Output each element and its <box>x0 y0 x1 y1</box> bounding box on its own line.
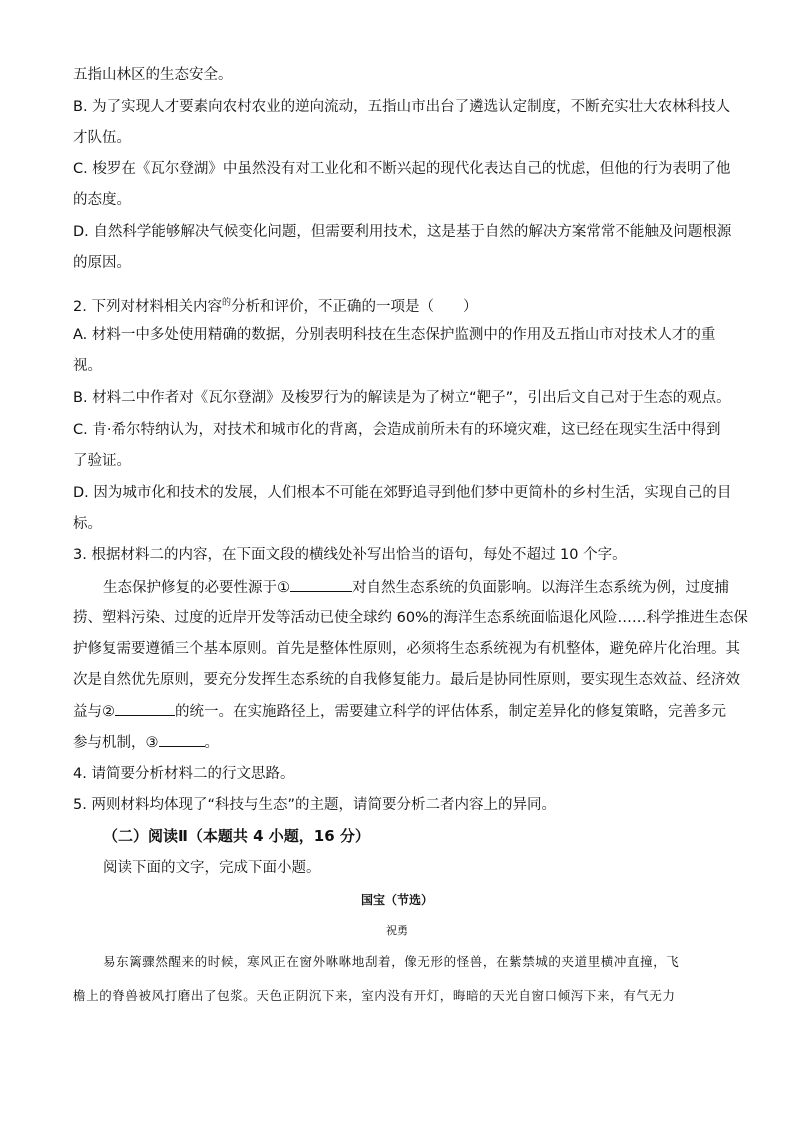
q2-stem-part1: 2. 下列对材料相关内容 <box>73 298 222 315</box>
story-line1: 易东篱骤然醒来的时候，寒风正在窗外咻咻地刮着，像无形的怪兽，在紫禁城的夹道里横冲直撞，飞 <box>103 954 680 969</box>
q3-para-line6: 参与机制，③ 。 <box>73 732 219 753</box>
q1-option-b: B. 为了实现人才要素向农村农业的逆向流动，五指山市出台了遴选认定制度，不断充实壮大农林科技人 <box>73 99 731 115</box>
q3-para-line3: 护修复需要遵循三个基本原则。首先是整体性原则，必须将生态系统视为有机整体，避免碎片化治理。其 <box>73 641 740 657</box>
reading-instruction: 阅读下面的文字，完成下面小题。 <box>103 860 321 876</box>
q1-option-d: D. 自然科学能够解决气候变化问题，但需要利用技术，这是基于自然的解决方案常常不能触及问题根源 <box>73 224 732 240</box>
q3-para-line5: 益与② 的统一。在实施路径上，需要建立科学的评估体系，制定差异化的修复策略，完善多元 <box>73 701 726 722</box>
q2-stem <box>73 293 477 317</box>
q2-option-a-cont: 视。 <box>73 358 102 374</box>
q2-option-c-cont: 了验证。 <box>73 453 131 469</box>
q1-option-c: C. 梭罗在《瓦尔登湖》中虽然没有对工业化和不断兴起的现代化表达自己的忧虑，但他的行为表明了他 <box>73 161 731 177</box>
story-line2: 檐上的脊兽被风打磨出了包浆。天色正阴沉下来，室内没有开灯，晦暗的天光自窗口倾泻下来，有气无力 <box>73 988 676 1003</box>
q1-option-c-cont: 的态度。 <box>73 192 131 208</box>
q5-stem: 5. 两则材料均体现了“科技与生态”的主题，请简要分析二者内容上的异同。 <box>73 797 556 813</box>
fill-blank-1[interactable] <box>290 577 352 592</box>
q3-para-line4: 次是自然优先原则，要充分发挥生态系统的自我修复能力。最后是协同性原则，要实现生态效益、经济效 <box>73 672 740 688</box>
q3-stem: 3. 根据材料二的内容，在下面文段的横线处补写出恰当的语句，每处不超过 10 个字。 <box>73 547 627 563</box>
q3-para-line1: 生态保护修复的必要性源于① 对自然生态系统的负面影响。以海洋生态系统为例，过度捕 <box>103 577 729 598</box>
q1-option-d-cont: 的原因。 <box>73 255 131 271</box>
story-title: 国宝（节选） <box>360 893 433 907</box>
q2-option-d: D. 因为城市化和技术的发展，人们根本不可能在郊野追寻到他们梦中更简朴的乡村生活，实现自己的目 <box>73 485 732 501</box>
q4-stem: 4. 请简要分析材料二的行文思路。 <box>73 766 295 782</box>
q2-option-d-cont: 标。 <box>73 516 102 532</box>
q3-para-line2: 捞、塑料污染、过度的近岸开发等活动已使全球约 60%的海洋生态系统面临退化风险……科学推进生态保 <box>73 610 748 626</box>
q2-option-b: B. 材料二中作者对《瓦尔登湖》及梭罗行为的解读是为了树立“靶子”，引出后文自己对于生态的观点。 <box>73 390 731 406</box>
q2-option-c: C. 肯·希尔特纳认为，对技术和城市化的背离，会造成前所未有的环境灾难，这已经在现实生活中得到 <box>73 422 721 438</box>
q1-option-a-tail: 五指山林区的生态安全。 <box>73 67 233 83</box>
q2-stem-small-char: 的 <box>221 298 231 308</box>
fill-blank-3[interactable] <box>159 732 205 747</box>
q2-option-a: A. 材料一中多处使用精确的数据，分别表明科技在生态保护监测中的作用及五指山市对技术人才的重 <box>73 327 716 343</box>
q2-stem-part2: 分析和评价，不正确的一项是（ ） <box>230 298 478 315</box>
q1-option-b-cont: 才队伍。 <box>73 130 131 146</box>
story-author: 祝勇 <box>386 924 408 937</box>
fill-blank-2[interactable] <box>115 701 175 716</box>
section-heading: （二）阅读Ⅱ（本题共 4 小题，16 分） <box>103 827 370 845</box>
